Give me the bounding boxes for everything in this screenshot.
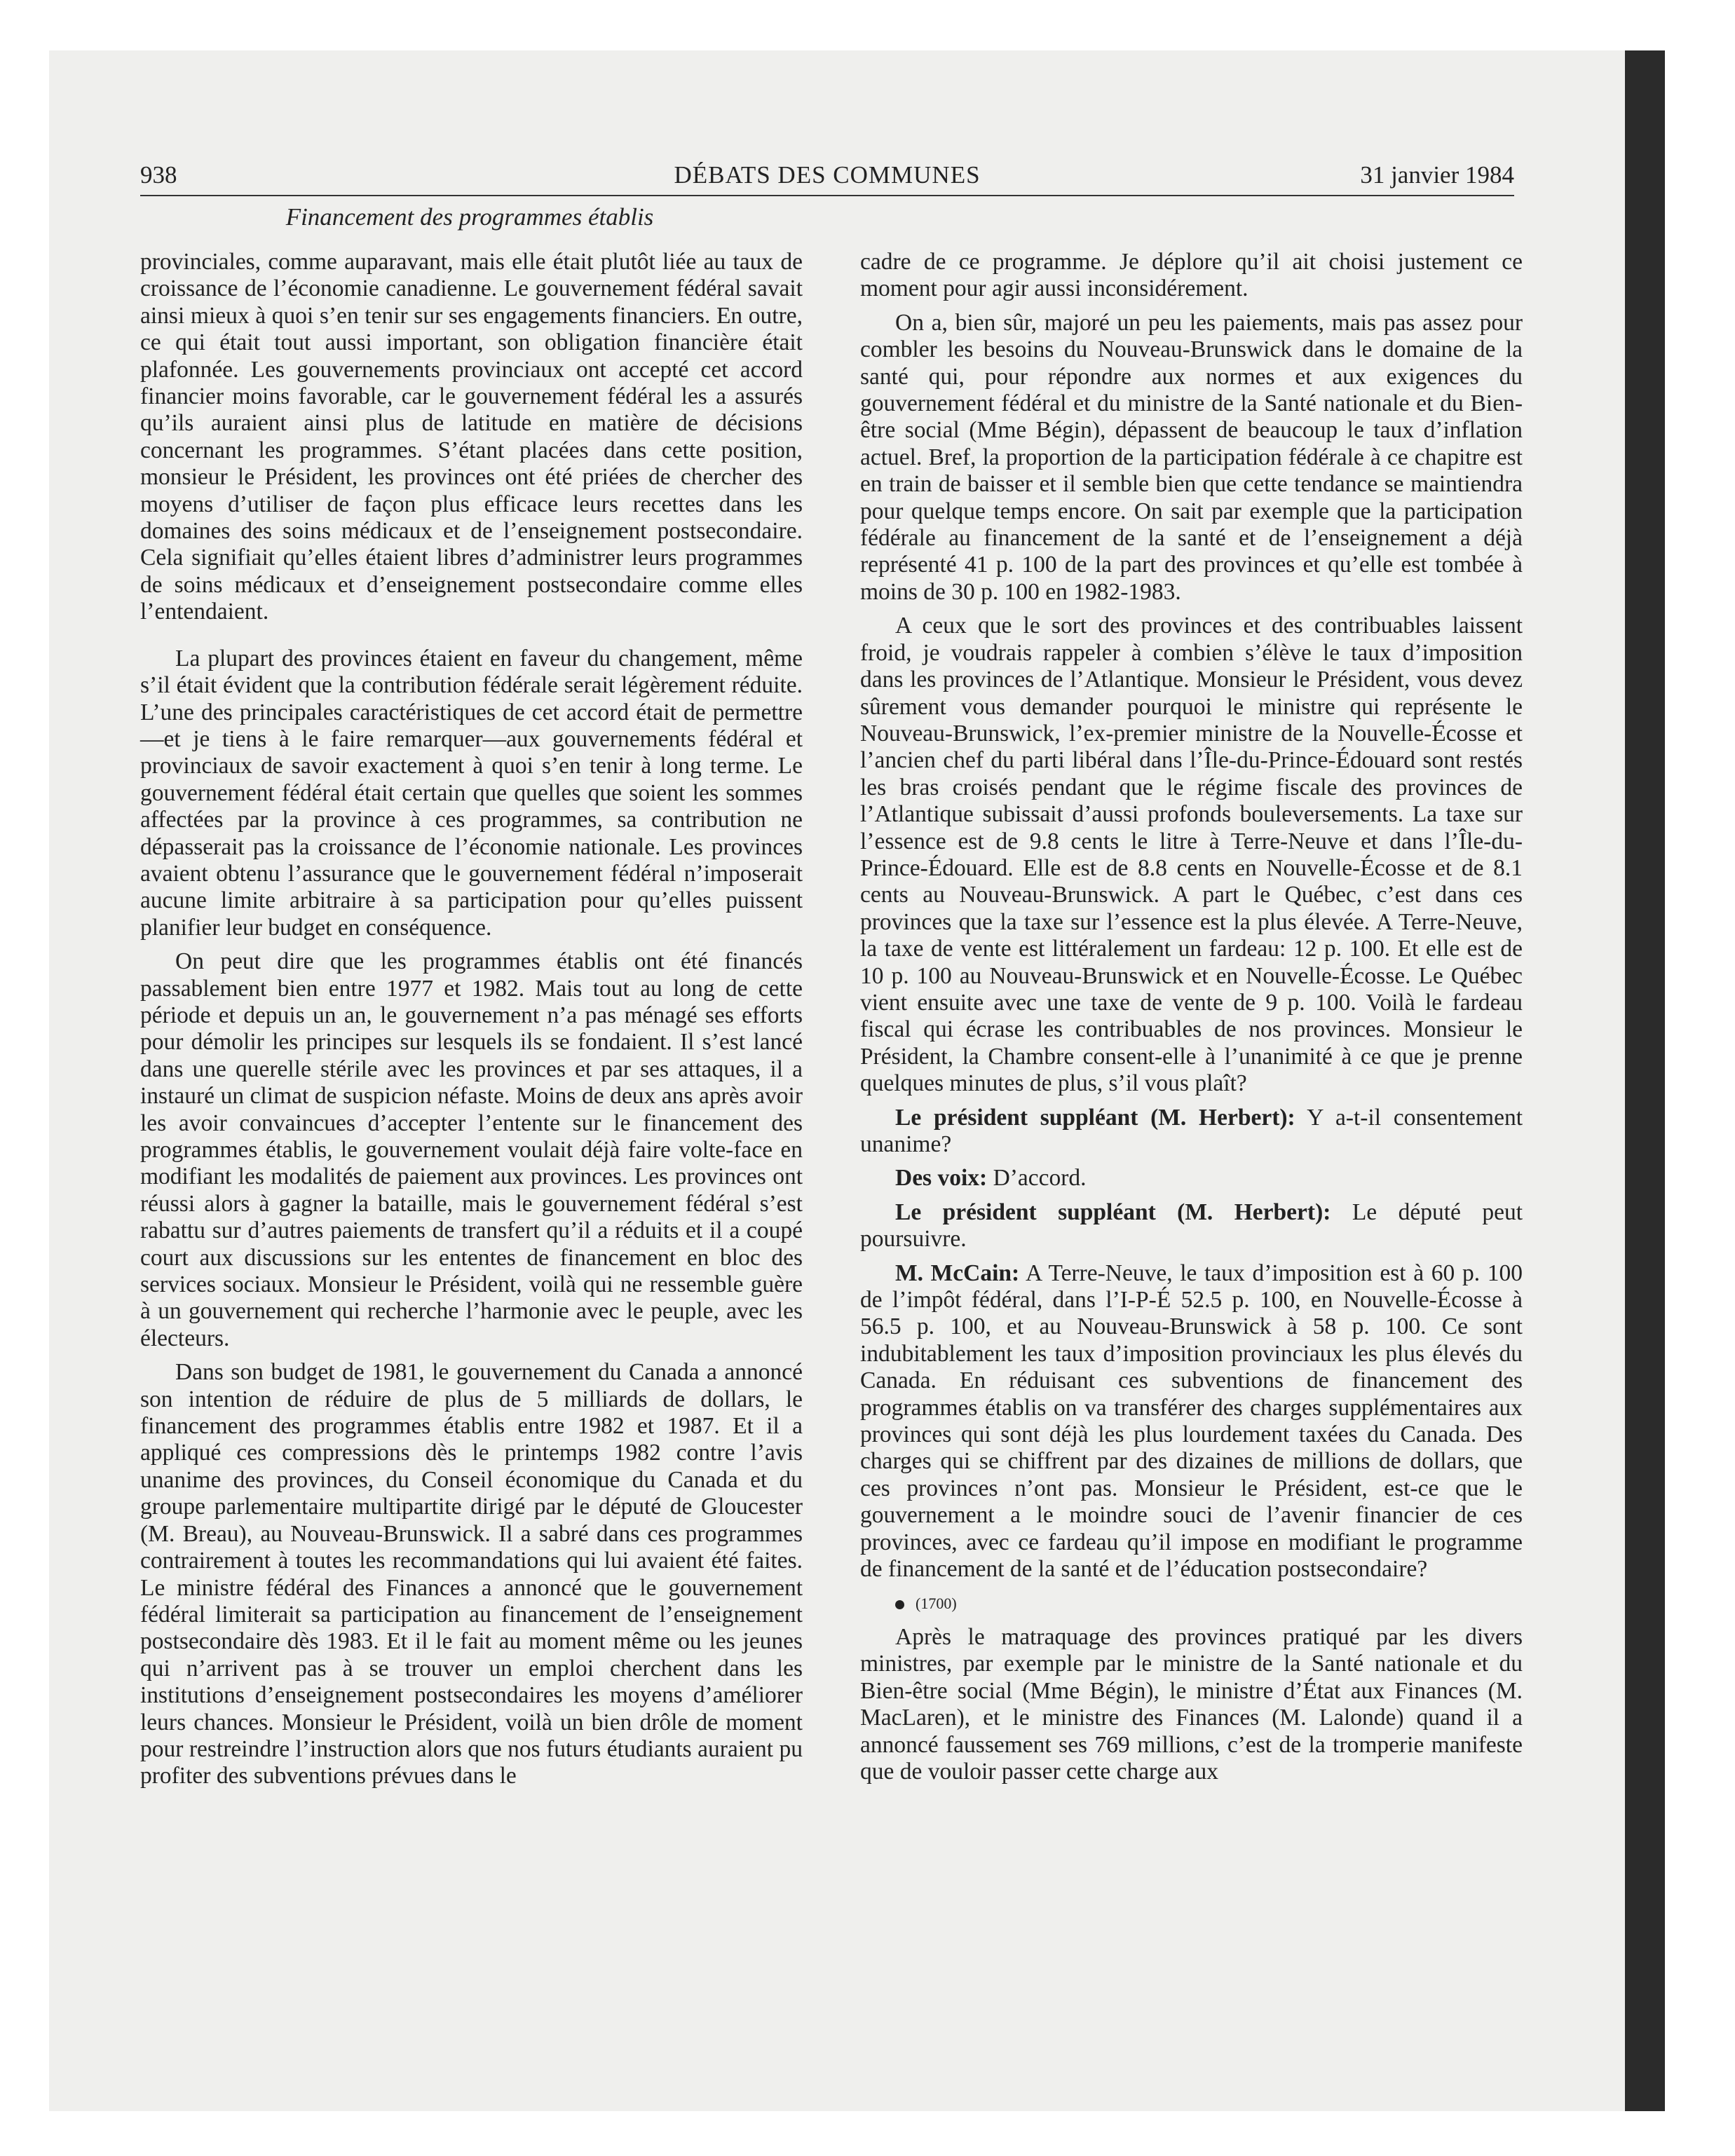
speech-text: A Terre-Neuve, le taux d’imposition est à 60 p. 100 de l’impôt fédéral, dans l’I-P-É 52.5 p. 100, en Nouvelle-Écosse à 56.5 p. 100, et au Nouveau-Brunswick à 58 p. 100. Ce sont indubitablement les taux d’imposition provinciaux les plus élevés du Canada. En réduisant ces subventions de financement des programmes établis on va transférer des charges supplémentaires aux provinces qui sont déjà les plus lourdement taxées du Canada. Des charges qui se chiffrent par des dizaines de millions de dollars, que ces provinces n’ont pas. Monsieur le Président, est-ce que le gouvernement a le moindre souci de l’avenir financier de ces provinces, avec ce fardeau qu’il impose en modifiant le programme de financement de la santé et de l’éducation postsecondaire? xyxy=(860,1260,1523,1583)
speaker-name: Des voix: xyxy=(895,1165,988,1192)
section-subheader: Financement des programmes établis xyxy=(285,203,654,231)
paragraph: A ceux que le sort des provinces et des contribuables laissent froid, je voudrais rappeler à combien s’élève le taux d’imposition dans les provinces de l’Atlantique. Monsieur le Président, vous devez sûrement vous demander pourquoi le ministre qui représente le Nouveau-Brunswick, l’ex-premier ministre de la Nouvelle-Écosse et l’ancien chef du parti libéral dans l’Île-du-Prince-Édouard sont restés les bras croisés pendant que le régime fiscale des provinces de l’Atlantique subissait d’aussi profonds bouleversements. La taxe sur l’essence est de 9.8 cents le litre à Terre-Neuve et dans l’Île-du-Prince-Édouard. Elle est de 8.8 cents en Nouvelle-Écosse et de 8.1 cents au Nouveau-Brunswick. A part le Québec, c’est dans ces provinces que la taxe sur l’essence est la plus élevée. A Terre-Neuve, la taxe de vente est littéralement un fardeau: 12 p. 100. Et elle est de 10 p. 100 au Nouveau-Brunswick et en Nouvelle-Écosse. Le Québec vient ensuite avec une taxe de vente de 9 p. 100. Voilà le fardeau fiscal qui écrase les contribuables de nos provinces. Monsieur le Président, la Chambre consent-elle à l’unanimité à ce que je prenne quelques minutes de plus, s’il vous plaît? xyxy=(860,613,1523,1097)
paragraph: provinciales, comme auparavant, mais elle était plutôt liée au taux de croissance de l’économie canadienne. Le gouvernement fédéral savait ainsi mieux à quoi s’en tenir sur ses engagements financiers. En outre, ce qui était tout aussi important, son obligation financière était plafonnée. Les gouvernements provinciaux ont accepté cet accord financier moins favorable, car le gouvernement fédéral les a assurés qu’ils auraient ainsi plus de latitude en matière de décisions concernant les programmes. S’étant placées dans cette position, monsieur le Président, les provinces ont été priées de chercher des moyens d’utiliser de façon plus efficace leurs recettes dans les domaines des soins médicaux et de l’enseignement postsecondaire. Cela signifiait qu’elles étaient libres d’administrer leurs programmes de soins médicaux et d’enseignement postsecondaire comme elles l’entendaient. xyxy=(140,249,803,625)
bullet-icon xyxy=(895,1600,904,1609)
paragraph: Après le matraquage des provinces pratiqué par les divers ministres, par exemple par le ministre de la Santé nationale et du Bien-être social (Mme Bégin), le ministre d’État aux Finances (M. MacLaren), et le ministre des Finances (M. Lalonde) quand il a annoncé faussement ses 769 millions, c’est de la tromperie manifeste que de vouloir passer cette charge aux xyxy=(860,1623,1523,1785)
publication-title: DÉBATS DES COMMUNES xyxy=(674,161,981,189)
paragraph: On peut dire que les programmes établis ont été financés passablement bien entre 1977 et 1982. Mais tout au long de cette période et depuis un an, le gouvernement n’a pas ménagé ses efforts pour démolir les principes sur lesquels ils se fondaient. Il s’est lancé dans une querelle stérile avec les provinces et par ses attaques, il a instauré un climat de suspicion néfaste. Moins de deux ans après avoir les avoir convaincues d’accepter l’entente sur le financement des programmes établis, le gouvernement voulait déjà faire volte-face en modifiant les modalités de paiement aux provinces. Les provinces ont réussi alors à gagner la bataille, mais le gouvernement fédéral s’est rabattu sur d’autres paiements de transfert qu’il a réduits et il a coupé court aux discussions sur les ententes de financement en bloc des services sociaux. Monsieur le Président, voilà qui ne ressemble guère à un gouvernement qui recherche l’harmonie avec le peuple, avec les électeurs. xyxy=(140,948,803,1351)
speaker-name: M. McCain: xyxy=(895,1260,1020,1286)
speech-turn xyxy=(860,1199,1523,1253)
speech-text: Y a-t-il consentement unanime? xyxy=(860,1104,1523,1157)
page-header xyxy=(140,161,1514,196)
scan-edge-bar xyxy=(1625,50,1665,2111)
left-column xyxy=(140,249,803,1797)
speech-text: Le député peut poursuivre. xyxy=(860,1199,1523,1253)
right-column xyxy=(860,249,1523,1792)
paragraph: On a, bien sûr, majoré un peu les paiements, mais pas assez pour combler les besoins du Nouveau-Brunswick dans le domaine de la santé qui, pour répondre aux normes et aux exigences du gouvernement fédéral et du ministre de la Santé nationale et du Bien-être social (Mme Bégin), dépassent de beaucoup le taux d’inflation actuel. Bref, la proportion de la participation fédérale à ce chapitre est en train de baisser et il semble bien que cette tendance se maintiendra pour quelque temps encore. On sait par exemple que la participation fédérale au financement de la santé et de l’enseignement a déjà représenté 41 p. 100 de la part des provinces et qu’elle est tombée à moins de 30 p. 100 en 1982-1983. xyxy=(860,309,1523,605)
paragraph: Dans son budget de 1981, le gouvernement du Canada a annoncé son intention de réduire de plus de 5 milliards de dollars, le financement des programmes établis entre 1982 et 1987. Et il a appliqué ces compressions dès le printemps 1982 contre l’avis unanime des provinces, du Conseil économique du Canada et du groupe parlementaire multipartite dirigé par le député de Gloucester (M. Breau), au Nouveau-Brunswick. Il a sabré dans ces programmes contrairement à toutes les recommandations qui lui avaient été faites. Le ministre fédéral des Finances a annoncé que le gouvernement fédéral limiterait sa participation au financement de l’enseignement postsecondaire dès 1983. Et il le fait au moment même ou les jeunes qui n’arrivent pas à se trouver un emploi cherchent dans les institutions d’enseignement postsecondaires les moyens d’améliorer leurs chances. Monsieur le Président, voilà un bien drôle de moment pour restreindre l’instruction alors que nos futurs étudiants auraient pu profiter des subventions prévues dans le xyxy=(140,1359,803,1789)
speaker-name: Le président suppléant (M. Herbert): xyxy=(895,1104,1295,1131)
speech-turn xyxy=(860,1260,1523,1583)
paragraph: La plupart des provinces étaient en faveur du changement, même s’il était évident que la contribution fédérale serait légèrement réduite. L’une des principales caractéristiques de cet accord était de permettre—et je tiens à le faire remarquer—aux gouvernements fédéral et provinciaux de savoir exactement à quoi s’en tenir à long terme. Le gouvernement fédéral était certain que quelles que soient les sommes affectées par la province à ces programmes, sa contribution ne dépasserait pas la croissance de l’économie nationale. Les provinces avaient obtenu l’assurance que le gouvernement fédéral n’imposerait aucune limite arbitraire à sa participation pour qu’elles puissent planifier leur budget en conséquence. xyxy=(140,645,803,941)
page-number: 938 xyxy=(140,161,177,189)
speech-turn xyxy=(860,1165,1523,1192)
speaker-name: Le président suppléant (M. Herbert): xyxy=(895,1199,1331,1225)
time-marker xyxy=(860,1590,1523,1617)
speech-text: D’accord. xyxy=(993,1165,1087,1192)
speech-turn xyxy=(860,1105,1523,1159)
paragraph: cadre de ce programme. Je déplore qu’il ait choisi justement ce moment pour agir aussi inconsidérement. xyxy=(860,249,1523,302)
time-marker-label: (1700) xyxy=(916,1594,957,1612)
page-date: 31 janvier 1984 xyxy=(1360,161,1514,189)
